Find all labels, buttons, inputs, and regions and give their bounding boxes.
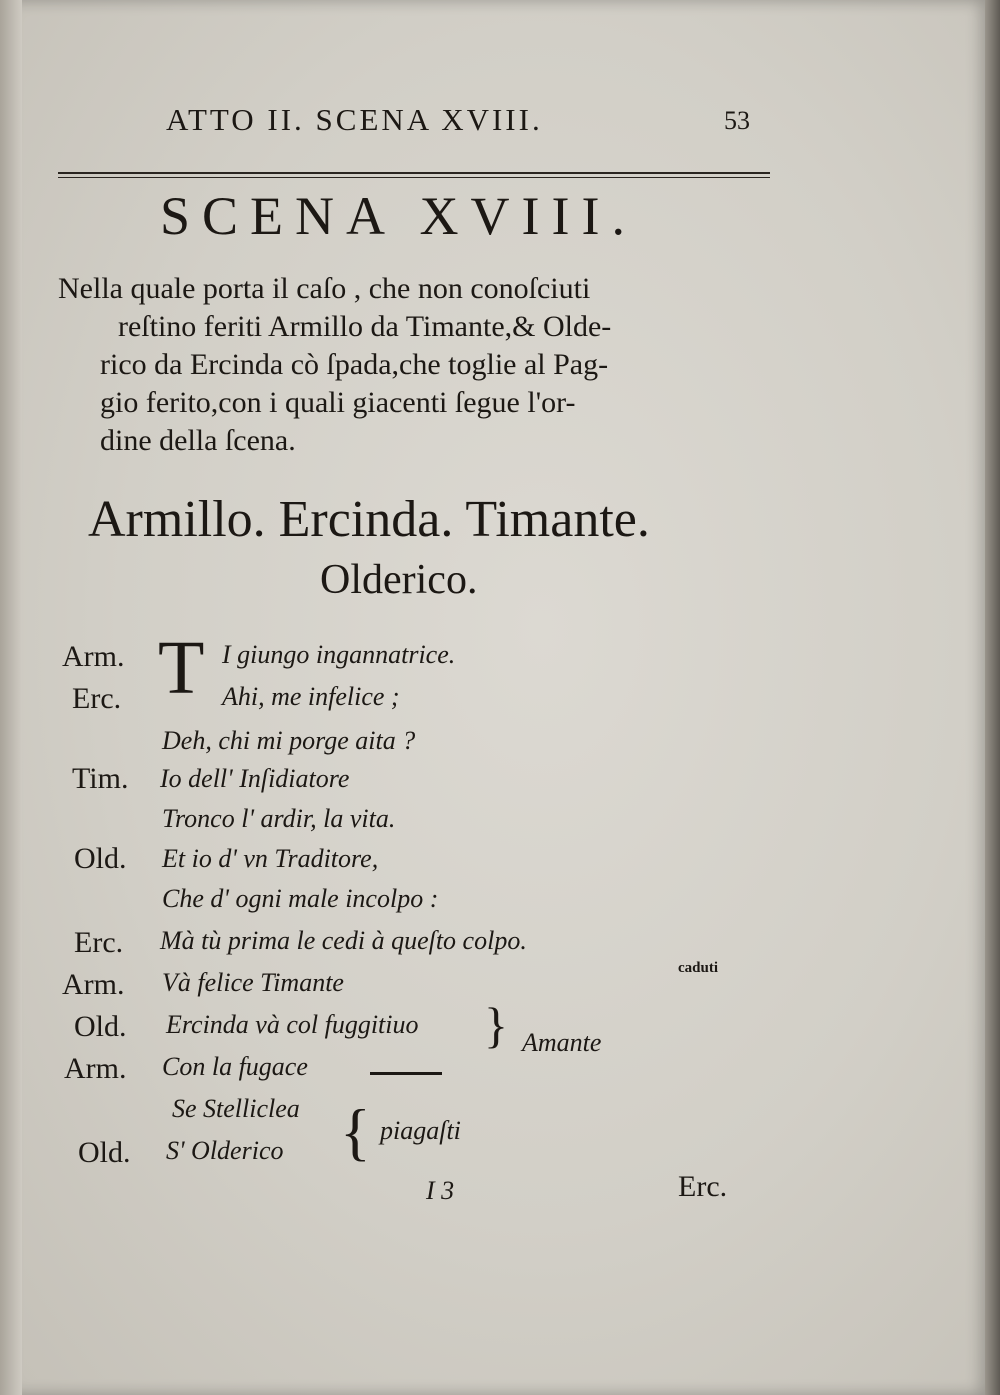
verse-line: Con la fugace <box>162 1052 308 1081</box>
header-rule <box>58 172 770 174</box>
speaker-label: Arm. <box>62 640 125 673</box>
speaker-label: Old. <box>74 842 127 875</box>
shared-verse-word: piagaſti <box>380 1116 461 1145</box>
verse-line: Deh, chi mi porge aita ? <box>162 726 416 755</box>
speaker-label: Old. <box>78 1136 131 1169</box>
drop-cap-initial: T <box>158 626 205 710</box>
argument-line-2: reſtino feriti Armillo da Timante,& Olde- <box>118 310 612 343</box>
verse-line: Ahi, me infelice ; <box>222 682 400 711</box>
page-number: 53 <box>724 106 750 135</box>
next-page-edge <box>985 0 1000 1395</box>
running-title: ATTO II. SCENA XVIII. <box>166 102 543 137</box>
scene-title: SCENA XVIII. <box>160 186 637 246</box>
cast-list: Armillo. Ercinda. Timante. <box>88 491 650 548</box>
speaker-label: Erc. <box>74 926 124 959</box>
verse-line: Che d' ogni male incolpo : <box>162 884 439 913</box>
brace-symbol: { <box>340 1096 371 1167</box>
verse-line: Và felice Timante <box>162 968 344 997</box>
verse-line: S' Olderico <box>166 1136 284 1165</box>
binding-gutter <box>0 0 22 1395</box>
argument-line-1: Nella quale porta il caſo , che non conoſciuti <box>58 272 591 305</box>
shared-verse-word: Amante <box>522 1028 602 1057</box>
header-rule-thin <box>58 177 770 178</box>
argument-line-3: rico da Ercinda cò ſpada,che toglie al Pag- <box>100 348 609 381</box>
running-head <box>166 102 750 138</box>
catchword: Erc. <box>678 1170 728 1203</box>
verse-line: Tronco l' ardir, la vita. <box>162 804 396 833</box>
speaker-label: Erc. <box>72 682 122 715</box>
argument-line-5: dine della ſcena. <box>100 424 296 457</box>
verse-line: I giungo ingannatrice. <box>222 640 456 669</box>
stage-direction: caduti <box>678 960 719 976</box>
signature-mark: I 3 <box>426 1176 455 1205</box>
verse-line: Et io d' vn Traditore, <box>162 844 379 873</box>
cast-list-continued: Olderico. <box>320 557 478 603</box>
dash-rule <box>370 1072 442 1075</box>
verse-line: Se Stelliclea <box>172 1094 300 1123</box>
speaker-label: Arm. <box>62 968 125 1001</box>
argument-line-4: gio ferito,con i quali giacenti ſegue l'or- <box>100 386 576 419</box>
verse-line: Io dell' Inſidiatore <box>160 764 350 793</box>
verse-line: Mà tù prima le cedi à queſto colpo. <box>160 926 527 955</box>
speaker-label: Tim. <box>72 762 129 795</box>
verse-line: Ercinda và col fuggitiuo <box>166 1010 419 1039</box>
speaker-label: Old. <box>74 1010 127 1043</box>
speaker-label: Arm. <box>64 1052 127 1085</box>
brace-symbol: } <box>484 997 508 1053</box>
